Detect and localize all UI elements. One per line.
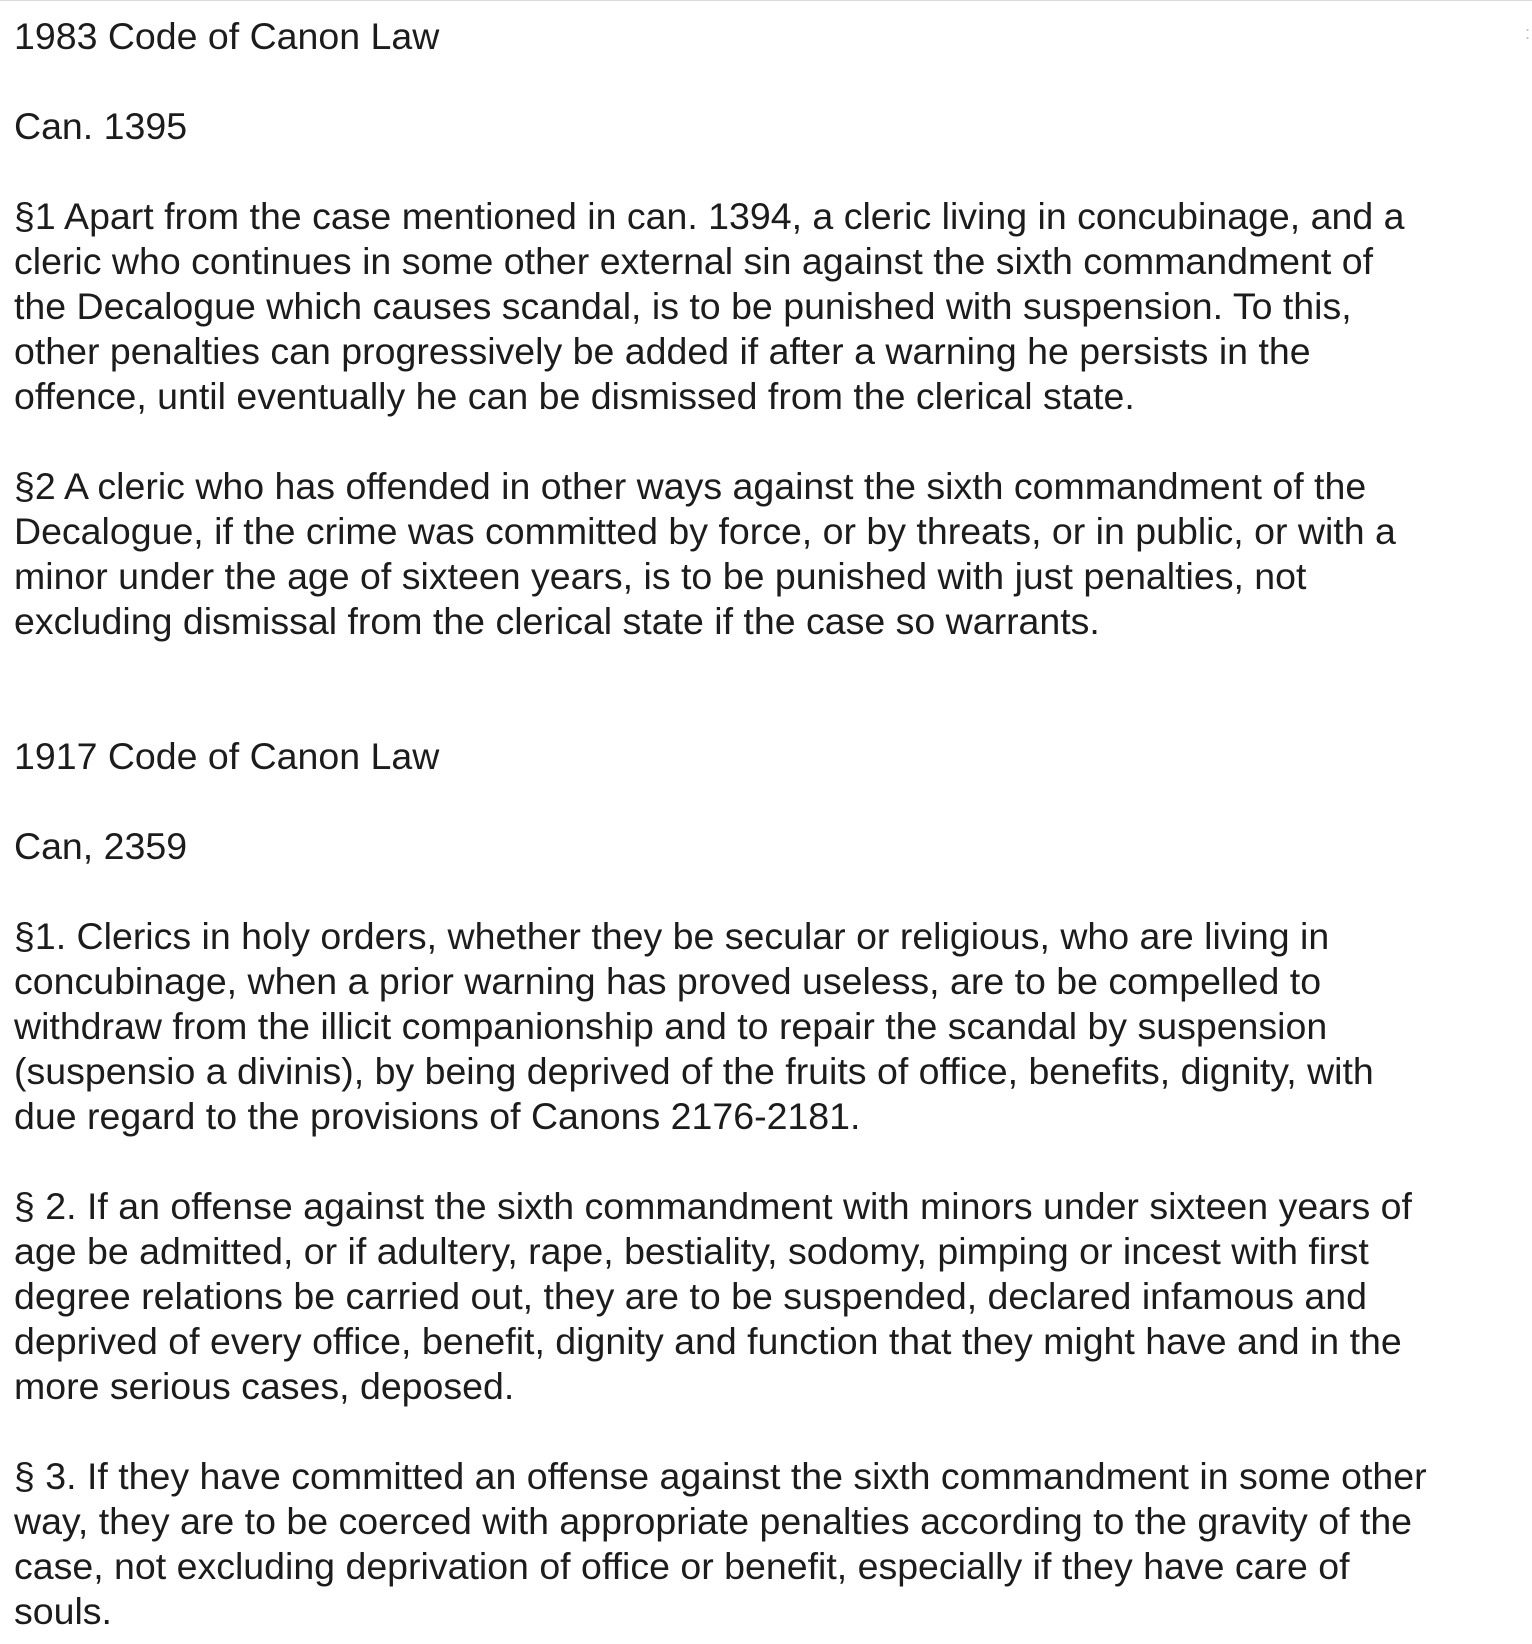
section-1983-canon: Can. 1395 [14,105,188,147]
section-1983-paragraph-1: §1 Apart from the case mentioned in can. 1394, a cleric living in concubinage, and a cleric who continues in some other external sin against the sixth commandment of the Decalogue which causes scandal, is to be punished with suspension. To this, other penalties can progressively be added if after a warning he persists in the offence, until eventually he can be dismissed from the clerical state. [14,195,1405,417]
document-body [14,14,1524,1634]
top-divider [0,0,1532,1]
section-1983-heading: 1983 Code of Canon Law [14,15,440,57]
section-1917-paragraph-1: §1. Clerics in holy orders, whether they be secular or religious, who are living in concubinage, when a prior warning has proved useless, are to be compelled to withdraw from the illicit companionship and to repair the scandal by suspension (suspensio a divinis), by being deprived of the fruits of office, benefits, dignity, with due regard to the provisions of Canons 2176-2181. [14,915,1374,1137]
section-1917-heading: 1917 Code of Canon Law [14,735,440,777]
scrollbar-indicator[interactable]: : [1525,23,1531,43]
section-1917-canon: Can, 2359 [14,825,188,867]
section-1917-paragraph-3: § 3. If they have committed an offense against the sixth commandment in some other way, they are to be coerced with appropriate penalties according to the gravity of the case, not excluding deprivation of office or benefit, especially if they have care of souls. [14,1455,1427,1632]
section-1917-paragraph-2: § 2. If an offense against the sixth commandment with minors under sixteen years of age be admitted, or if adultery, rape, bestiality, sodomy, pimping or incest with first degree relations be carried out, they are to be suspended, declared infamous and deprived of every office, benefit, dignity and function that they might have and in the more serious cases, deposed. [14,1185,1412,1407]
section-1983-paragraph-2: §2 A cleric who has offended in other ways against the sixth commandment of the Decalogue, if the crime was committed by force, or by threats, or in public, or with a minor under the age of sixteen years, is to be punished with just penalties, not excluding dismissal from the clerical state if the case so warrants. [14,465,1396,642]
